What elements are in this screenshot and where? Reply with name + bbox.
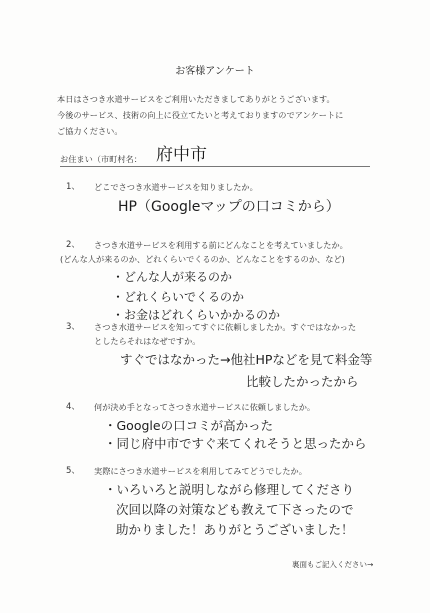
intro-line-2: 今後のサービス、技術の向上に役立てたいと考えておりますのでアンケートに [57,110,344,120]
intro-line-1: 本日はさつき水道サービスをご利用いただきましてありがとうございます。 [57,94,335,104]
q4-answer-2: ・同じ府中市ですぐ来てくれそうと思ったから [104,436,367,451]
q1-answer: HP（Googleマップの口コミから） [118,199,340,215]
q4-number: 4、 [66,402,80,412]
q2-answer-3: ・お金はどれくらいかかるのか [112,308,281,322]
q2-text-1: さつき水道サービスを利用する前にどんなことを考えていましたか。 [94,240,348,250]
q5-answer-3: 助かりました！ありがとうございました！ [116,522,354,537]
q3-answer-2: 比較したかったから [246,374,359,389]
q4-text: 何が決め手となってさつき水道サービスに依頼しましたか。 [94,402,316,412]
q5-text: 実際にさつき水道サービスを利用してみてどうでしたか。 [94,466,307,476]
q3-text-2: としたらそれはなぜですか。 [94,336,201,346]
q5-answer-1: ・いろいろと説明しながら修理してくださり [104,482,355,497]
q1-number: 1、 [66,182,80,192]
q2-number: 2、 [66,240,80,250]
q5-answer-2: 次回以降の対策なども教えて下さったので [116,502,354,517]
address-value: 府中市 [156,145,207,165]
intro-line-3: ご協力ください。 [57,126,123,136]
address-label: お住まい（市町村名： [60,154,142,164]
q2-answer-2: ・どれくらいでくるのか [112,290,245,304]
survey-title: お客様アンケート [175,66,255,77]
q3-number: 3、 [66,322,80,332]
q2-text-2: (どんな人が来るのか、どれくらいでくるのか、どんなことをするのか、など) [60,254,345,264]
q3-text-1: さつき水道サービスを知ってすぐに依頼しましたか。すぐではなかった [94,322,357,332]
q5-number: 5、 [66,466,80,476]
q2-answer-1: ・どんな人が来るのか [112,270,233,284]
q4-answer-1: ・Googleの口コミが高かった [104,418,274,433]
address-underline [60,166,370,167]
q3-answer-1: すぐではなかった→他社HPなどを見て料金等 [120,352,373,367]
q1-text: どこでさつき水道サービスを知りましたか。 [94,182,258,192]
footer-note: 裏面もご記入ください→ [292,560,374,569]
